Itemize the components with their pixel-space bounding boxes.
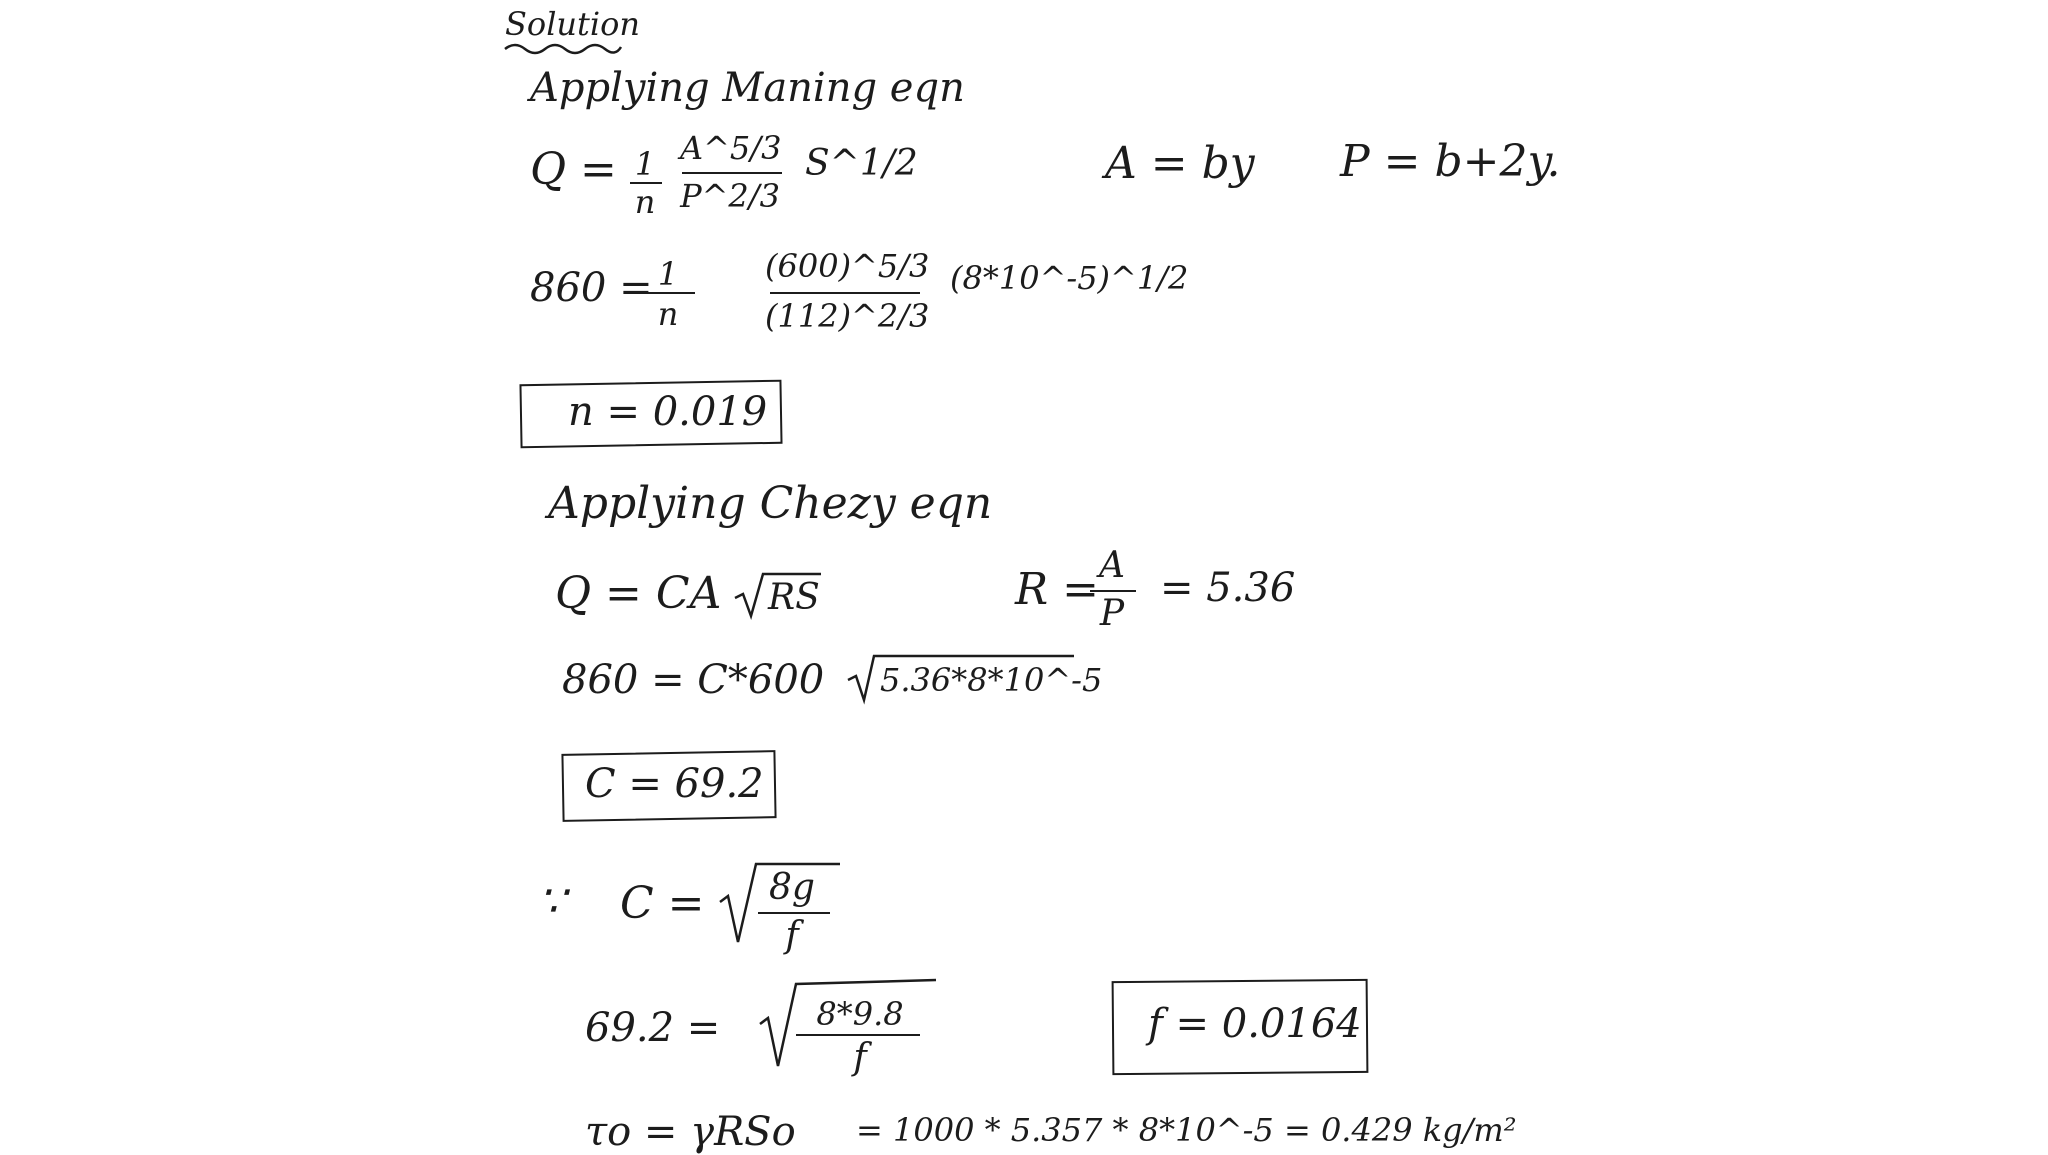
hydraulic-radius-fraction-bar (1090, 590, 1136, 592)
hydraulic-radius-numerator: A (1099, 545, 1125, 586)
friction-sub-lhs: 69.2 = (585, 1005, 721, 1051)
friction-eq-fraction-bar (758, 912, 830, 914)
hydraulic-radius-lhs: R = (1015, 564, 1099, 615)
manning-sub-slope: (8*10^-5)^1/2 (950, 259, 1189, 297)
manning-sub-fraction-bar-1 (645, 292, 695, 294)
friction-eq-lhs: C = (620, 878, 705, 929)
manning-eq-numerator: A^5/3 (680, 129, 782, 167)
friction-eq-denominator: f (785, 915, 799, 956)
chezy-eq-lhs: Q = CA (555, 568, 722, 619)
manning-sub-fraction-bar-2 (770, 292, 920, 294)
manning-sub-n: n (657, 295, 679, 333)
chezy-eq-root-term: RS (768, 577, 820, 618)
manning-eq-lhs: Q = (530, 144, 617, 195)
hydraulic-radius-denominator: P (1099, 593, 1125, 634)
chezy-sub-root-term: 5.36*8*10^-5 (880, 661, 1103, 699)
manning-eq-one: 1 (634, 145, 656, 183)
manning-title: Applying Maning eqn (530, 65, 965, 111)
chezy-result: C = 69.2 (585, 761, 764, 807)
friction-sub-numerator: 8*9.8 (816, 995, 904, 1033)
manning-sub-one: 1 (657, 255, 679, 293)
friction-sub-fraction-bar (796, 1034, 920, 1036)
chezy-sub-lhs: 860 = C*600 (562, 657, 825, 703)
manning-sub-lhs: 860 = (530, 265, 653, 311)
shear-rhs: = 1000 * 5.357 * 8*10^-5 = 0.429 kg/m² (856, 1111, 1517, 1149)
shear-lhs: τo = γRSo (585, 1109, 796, 1155)
friction-sub-denominator: f (853, 1037, 867, 1078)
manning-result: n = 0.019 (568, 389, 768, 435)
manning-eq-n: n (634, 183, 656, 221)
manning-sub-numerator: (600)^5/3 (765, 247, 930, 285)
friction-eq-numerator: 8g (769, 867, 815, 908)
area-formula: A = by (1105, 138, 1255, 189)
manning-eq-denominator: P^2/3 (680, 177, 780, 215)
friction-result: f = 0.0164 (1148, 1001, 1362, 1047)
because-symbol: ∵ (538, 876, 566, 927)
manning-eq-fraction-bar-2 (682, 172, 782, 174)
chezy-title: Applying Chezy eqn (548, 478, 993, 529)
solution-heading: Solution (505, 5, 640, 43)
manning-eq-slope: S^1/2 (805, 143, 918, 184)
hydraulic-radius-value: = 5.36 (1160, 565, 1296, 611)
perimeter-formula: P = b+2y. (1340, 136, 1561, 187)
manning-sub-denominator: (112)^2/3 (765, 297, 930, 335)
heading-underline (503, 40, 623, 59)
